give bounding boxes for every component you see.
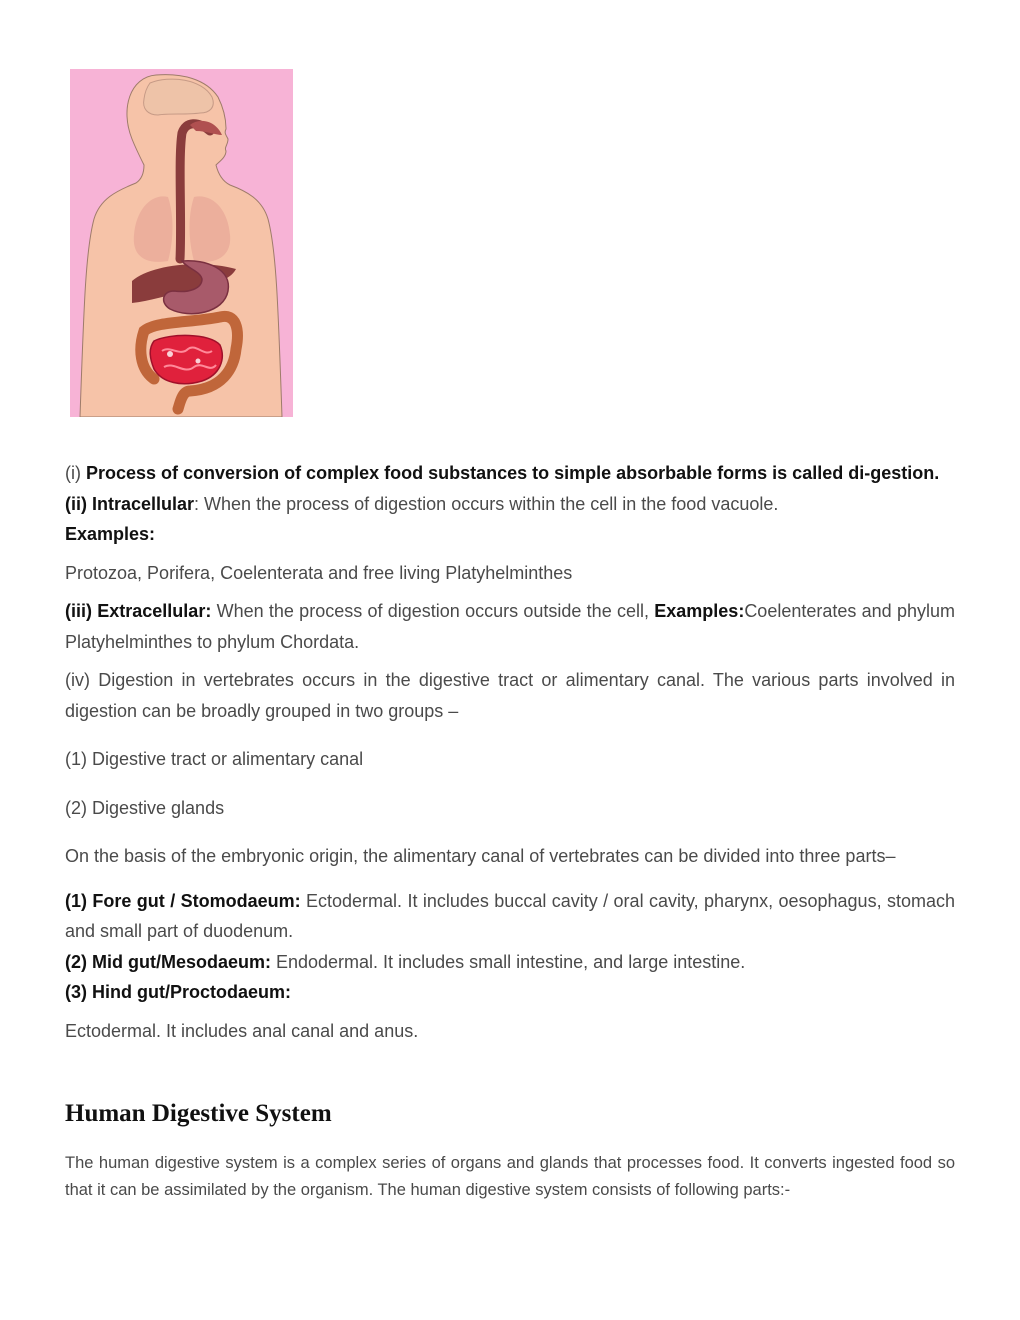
examples-heading: Examples: — [65, 524, 156, 544]
main-content — [65, 458, 955, 1046]
mid-gut-label: (2) Mid gut/Mesodaeum: — [65, 951, 271, 972]
definition-text: Process of conversion of complex food substances to simple absorbable forms is called di-gestion. — [86, 463, 940, 483]
extracellular-text: When the process of digestion occurs outside the cell, — [211, 601, 655, 621]
group-item-1: (1) Digestive tract or alimentary canal — [65, 749, 364, 769]
small-intestine-icon — [150, 335, 222, 383]
extracellular-examples-label: Examples: — [654, 601, 745, 621]
mid-gut-text: Endodermal. It includes small intestine, and large intestine. — [271, 951, 746, 972]
paragraph-vertebrates: (iv) Digestion in vertebrates occurs in the digestive tract or alimentary canal. The various parts involved in digestion can be broadly grouped in two groups – — [65, 670, 955, 721]
embryonic-intro: On the basis of the embryonic origin, the alimentary canal of vertebrates can be divided into three parts– — [65, 846, 896, 866]
paragraph-mid-gut — [65, 947, 955, 978]
extracellular-label: (iii) Extracellular: — [65, 601, 212, 621]
section-intro: The human digestive system is a complex series of organs and glands that processes food. It converts ingested food so that it can be assimilated by the organism. The human digestive system consists of following parts:- — [65, 1154, 955, 1199]
hind-gut-label: (3) Hind gut/Proctodaeum: — [65, 982, 291, 1002]
paragraph-extracellular — [65, 596, 955, 657]
section-heading: Human Digestive System — [65, 1100, 332, 1127]
examples-text: Protozoa, Porifera, Coelenterata and free living Platyhelminthes — [65, 562, 573, 583]
extracellular-examples-text: Coelenterates and phylum Platyhelminthes to phylum Chordata. — [65, 601, 955, 652]
paragraph-intracellular — [65, 489, 955, 520]
fore-gut-label: (1) Fore gut / Stomodaeum: — [65, 890, 301, 911]
group-item-2: (2) Digestive glands — [65, 797, 225, 818]
definition-prefix: (i) — [65, 463, 86, 483]
fore-gut-text: Ectodermal. It includes buccal cavity / oral cavity, pharynx, oesophagus, stomach and small part of duodenum. — [65, 890, 955, 941]
paragraph-fore-gut — [65, 886, 955, 947]
intracellular-text: : When the process of digestion occurs within the cell in the food vacuole. — [194, 493, 779, 514]
hind-gut-text: Ectodermal. It includes anal canal and anus. — [65, 1020, 419, 1041]
intracellular-label: (ii) Intracellular — [65, 493, 195, 514]
paragraph-definition — [65, 458, 955, 489]
digestive-system-figure — [70, 69, 293, 417]
